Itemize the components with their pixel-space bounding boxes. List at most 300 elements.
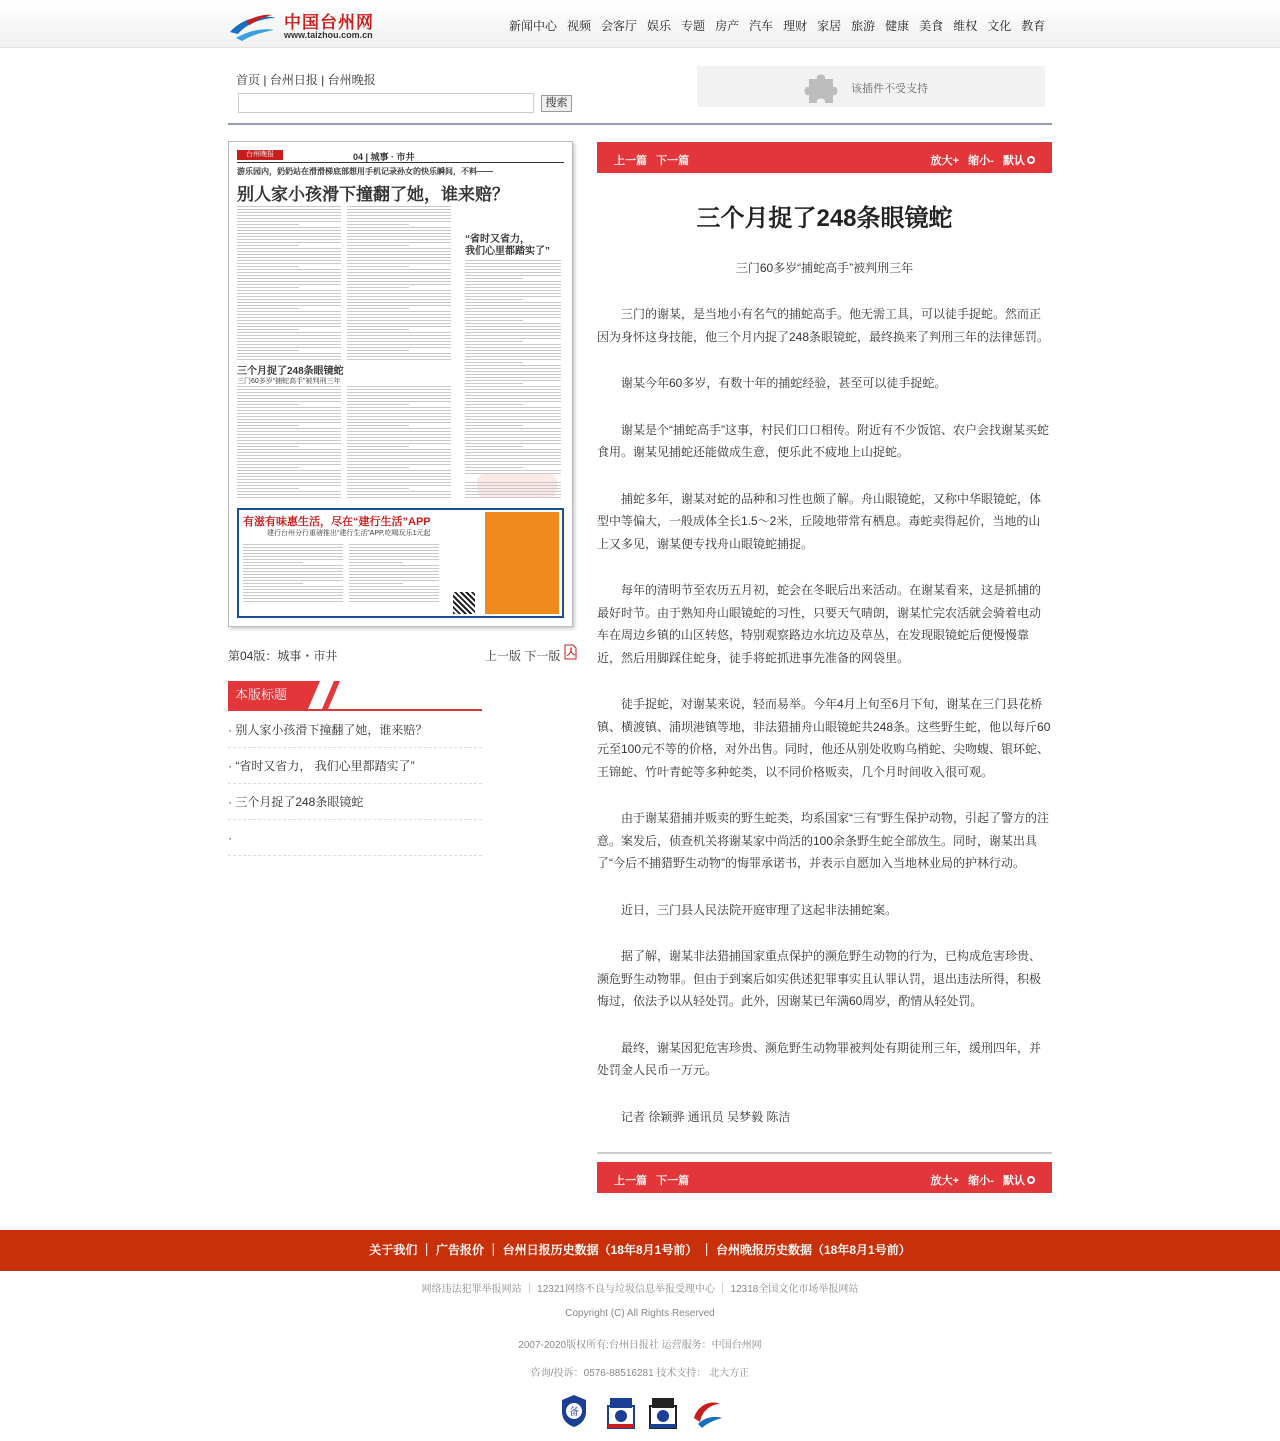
paper-text-line xyxy=(243,547,343,548)
paper-text-line xyxy=(347,440,451,441)
paper-text-line xyxy=(465,470,561,471)
paper-text-line xyxy=(347,494,451,495)
paper-text-line xyxy=(347,398,451,399)
cyber-police-icon[interactable] xyxy=(604,1394,638,1435)
article-body xyxy=(597,303,1052,1152)
paper-text-line xyxy=(237,329,299,330)
paper-text-line xyxy=(465,458,561,459)
paper-text-line xyxy=(347,452,451,453)
list-item[interactable]: · “省时又省力， 我们心里都踏实了” xyxy=(228,748,482,784)
paper-text-line xyxy=(465,389,561,390)
paper-text-line xyxy=(465,491,561,492)
paper-text-line xyxy=(465,371,561,372)
paper-text-line xyxy=(465,365,561,366)
dot-icon xyxy=(1027,156,1035,164)
article-paragraph: 三门的谢某，是当地小有名气的捕蛇高手。他无需工具，可以徒手捉蛇。然而正因为身怀这身技能，他三个月内捉了248条眼镜蛇，最终换来了判刑三年的法律惩罚。 xyxy=(597,307,1050,344)
paper-text-line xyxy=(465,467,523,468)
paper-text-line xyxy=(347,461,451,462)
paper-text-line xyxy=(465,386,561,387)
paper-text-line xyxy=(237,458,341,459)
article-toolbar-top xyxy=(597,142,1052,173)
paper-text-line xyxy=(465,278,523,279)
paper-text-line xyxy=(465,296,561,297)
nav-item[interactable]: 新闻中心 xyxy=(509,19,558,33)
dot-icon xyxy=(1027,1176,1035,1184)
qr-code-icon xyxy=(453,592,475,614)
paper-text-line xyxy=(237,467,299,468)
header-divider xyxy=(228,123,1052,125)
paper-text-line xyxy=(465,347,561,348)
paper-text-line xyxy=(237,431,341,432)
paper-text-line xyxy=(347,311,451,312)
paper-text-line xyxy=(347,476,451,477)
paper-text-line xyxy=(243,601,343,602)
article-paragraph: 据了解，谢某非法猎捕国家重点保护的濒危野生动物的行为，已构成危害珍贵、濒危野生动物罪。但由于到案后如实供述犯罪事实且认罪认罚，退出违法所得，积极悔过，依法予以从轻处罚。此外，因谢某已年满60周岁，酌情从轻处罚。 xyxy=(597,949,1042,1008)
paper-text-line xyxy=(347,278,451,279)
search-button[interactable]: 搜索 xyxy=(541,95,572,112)
paper-text-line xyxy=(349,592,439,593)
paper-text-line xyxy=(347,401,451,402)
paper-text-line xyxy=(465,266,561,267)
paper-text-line xyxy=(237,218,341,219)
paper-text-line xyxy=(243,571,343,572)
nav-item[interactable]: 娱乐 xyxy=(647,19,672,33)
paper-text-line xyxy=(347,218,451,219)
paper-text-line xyxy=(465,362,523,363)
paper-text-line xyxy=(237,239,341,240)
paper-text-line xyxy=(465,398,561,399)
paper-text-line xyxy=(465,392,561,393)
paper-text-line xyxy=(237,434,341,435)
paper-text-line xyxy=(465,311,561,312)
paper-text-line xyxy=(347,299,451,300)
paper-text-line xyxy=(347,407,451,408)
paper-text-line xyxy=(237,260,341,261)
paper-text-line xyxy=(237,464,341,465)
paper-text-line xyxy=(465,383,523,384)
paper-text-line xyxy=(347,242,451,243)
paper-text-line xyxy=(347,257,451,258)
paper-text-line xyxy=(237,470,341,471)
paper-text-line xyxy=(237,422,341,423)
section-stripes xyxy=(308,681,482,709)
paper-text-line xyxy=(237,212,341,213)
paper-text-line xyxy=(237,416,341,417)
paper-text-line xyxy=(237,233,341,234)
section-header xyxy=(228,681,482,711)
paper-text-line xyxy=(465,269,561,270)
paper-text-line xyxy=(347,428,451,429)
paper-text-line xyxy=(237,389,341,390)
paper-text-line xyxy=(465,431,561,432)
prev-article-link[interactable]: 上一篇 xyxy=(614,155,647,167)
paper-text-line xyxy=(347,308,409,309)
paper-text-line xyxy=(347,290,451,291)
paper-text-line xyxy=(465,290,561,291)
paper-text-line xyxy=(237,272,341,273)
nav-item[interactable]: 汽车 xyxy=(749,19,774,33)
paper-text-line xyxy=(237,485,341,486)
paper-text-line xyxy=(349,553,439,554)
paper-intro: 游乐园内，奶奶站在滑滑梯底部想用手机记录孙女的快乐瞬间，不料—— xyxy=(237,167,493,176)
paper-text-line xyxy=(349,544,439,545)
paper-text-line xyxy=(465,404,523,405)
paper-text-line xyxy=(347,230,451,231)
paper-text-line xyxy=(465,368,561,369)
paper-text-line xyxy=(237,323,341,324)
paper-text-line xyxy=(347,287,409,288)
breadcrumb-taizhou-evening[interactable]: 台州晚报 xyxy=(327,73,376,87)
paper-text-line xyxy=(237,269,341,270)
masthead-logo: 台州晚报 xyxy=(237,150,283,160)
paper-text-line xyxy=(237,476,341,477)
paper-text-line xyxy=(243,568,343,569)
paper-text-line xyxy=(237,224,299,225)
paper-headline-1: 别人家小孩滑下撞翻了她，谁来赔？ xyxy=(237,185,509,205)
paper-text-line xyxy=(465,287,561,288)
paper-text-line xyxy=(237,443,341,444)
paper-text-line xyxy=(347,260,451,261)
pdf-icon[interactable] xyxy=(563,644,578,660)
paper-text-line xyxy=(349,583,403,584)
paper-text-line xyxy=(465,482,561,483)
paper-text-line xyxy=(347,455,451,456)
paper-text-line xyxy=(465,308,561,309)
paper-text-line xyxy=(347,419,451,420)
paper-text-line xyxy=(347,443,451,444)
paper-text-line xyxy=(465,293,561,294)
paper-text-line xyxy=(347,305,451,306)
paper-text-line xyxy=(243,562,303,563)
paper-text-line xyxy=(347,338,451,339)
paper-text-line xyxy=(347,416,451,417)
site-logo[interactable] xyxy=(228,8,378,42)
nav-item[interactable]: 教育 xyxy=(1021,19,1046,33)
prev-page-link[interactable]: 上一版 xyxy=(485,649,522,663)
paper-text-line xyxy=(237,359,341,360)
paper-text-line xyxy=(237,437,341,438)
paper-text-line xyxy=(465,377,561,378)
paper-text-line xyxy=(237,302,341,303)
paper-text-line xyxy=(347,296,451,297)
paper-text-line xyxy=(237,407,341,408)
main-nav xyxy=(509,17,1055,34)
logo-swoosh-icon xyxy=(228,10,278,42)
paper-text-line xyxy=(237,395,341,396)
headline-list xyxy=(228,712,482,856)
search-input[interactable] xyxy=(238,93,534,113)
page-label: 第04版：城事・市井 xyxy=(228,649,338,663)
paper-text-line xyxy=(347,395,451,396)
article-paragraph: 最终，谢某因犯危害珍贵、濒危野生动物罪被判处有期徒刑三年，缓刑四年，并处罚金人民币一万元。 xyxy=(597,1040,1042,1077)
article-paragraph: 记者 徐颖骅 通讯员 吴梦毅 陈洁 xyxy=(621,1109,791,1124)
breadcrumb-taizhou-daily[interactable]: 台州日报 xyxy=(269,73,318,87)
zoom-in-button[interactable]: 放大+ xyxy=(930,1175,959,1187)
paper-text-line xyxy=(349,562,403,563)
nav-item[interactable]: 房产 xyxy=(715,19,740,33)
paper-text-line xyxy=(465,332,561,333)
paper-text-line xyxy=(465,317,561,318)
paper-text-line xyxy=(237,230,341,231)
paper-text-line xyxy=(465,326,561,327)
paper-text-line xyxy=(237,404,299,405)
paper-text-line xyxy=(243,598,343,599)
paper-text-line xyxy=(237,401,341,402)
paper-text-line xyxy=(347,347,451,348)
paper-text-line xyxy=(347,275,451,276)
paper-text-line xyxy=(237,308,299,309)
next-article-link[interactable]: 下一篇 xyxy=(656,155,690,167)
paper-text-line xyxy=(347,404,409,405)
paper-text-line xyxy=(237,320,341,321)
paper-text-line xyxy=(347,293,451,294)
paper-text-line xyxy=(237,479,341,480)
paper-text-line xyxy=(465,473,561,474)
paper-text-line xyxy=(347,434,451,435)
list-item[interactable]: · 三个月捉了248条眼镜蛇 xyxy=(228,784,482,820)
paper-text-line xyxy=(237,446,299,447)
paper-text-line xyxy=(243,577,343,578)
paper-text-line xyxy=(347,251,451,252)
paper-text-line xyxy=(349,580,439,581)
paper-text-line xyxy=(237,236,341,237)
top-header xyxy=(0,0,1280,48)
article-toolbar-bottom xyxy=(597,1162,1052,1193)
paper-text-line xyxy=(237,287,299,288)
paper-text-line xyxy=(349,556,439,557)
paper-text-line xyxy=(237,284,341,285)
footer-report-links[interactable]: 网络违法犯罪举报网站 ｜ 12321网络不良与垃圾信息举报受理中心 ｜ 12318全国文化市场举报网站 xyxy=(421,1284,859,1295)
paper-text-line xyxy=(465,323,561,324)
paper-text-line xyxy=(237,209,341,210)
paper-text-line xyxy=(347,221,451,222)
police-badge-icon[interactable] xyxy=(560,1394,588,1433)
paper-text-line xyxy=(237,266,299,267)
paper-text-line xyxy=(243,580,343,581)
paper-text-line xyxy=(347,329,409,330)
article-paragraph: 徒手捉蛇，对谢某来说，轻而易举。今年4月上旬至6月下旬，谢某在三门县花桥镇、横渡镇、浦坝港镇等地，非法猎捕舟山眼镜蛇共248条。这些野生蛇，他以每斤60元至100元不等的价格，对外出售。同时，他还从别处收购乌梢蛇、尖吻蝮、银环蛇、王锦蛇、竹叶青蛇等多种蛇类，以不同价格贩卖，几个月时间收入很可观。 xyxy=(597,697,1051,779)
paper-text-line xyxy=(237,497,341,498)
nav-item[interactable]: 视频 xyxy=(567,19,592,33)
nav-item[interactable]: 理财 xyxy=(783,19,808,33)
paper-text-line xyxy=(347,332,451,333)
paper-text-line xyxy=(465,464,561,465)
paper-text-line xyxy=(347,245,409,246)
article-paragraph: 每年的清明节至农历五月初，蛇会在冬眠后出来活动。在谢某看来，这是抓捕的最好时节。由于熟知舟山眼镜蛇的习性，只要天气晴朗，谢某忙完农活就会骑着电动车在周边乡镇的山区转悠，特别观察路边水坑边及草丛，在发现眼镜蛇后便慢慢靠近，然后用脚踩住蛇身，徒手将蛇抓进事先准备的网袋里。 xyxy=(597,583,1042,665)
paper-text-line xyxy=(347,353,451,354)
list-item[interactable]: · 别人家小孩滑下撞翻了她，谁来赔？ xyxy=(228,712,482,748)
logo-url: www.taizhou.com.cn xyxy=(284,30,373,40)
paper-text-line xyxy=(465,446,523,447)
paper-text-line xyxy=(347,470,451,471)
nav-item[interactable]: 文化 xyxy=(987,19,1012,33)
paper-ad-title: 有滋有味惠生活，尽在“建行生活”APP xyxy=(243,516,431,528)
section-title: 本版标题 xyxy=(228,681,308,709)
paper-text-line xyxy=(237,494,341,495)
paper-text-line xyxy=(237,332,341,333)
nav-item[interactable]: 家居 xyxy=(817,19,842,33)
paper-headline-2b: 我们心里都踏实了” xyxy=(465,246,550,257)
paper-text-line xyxy=(349,598,439,599)
paper-text-line xyxy=(347,272,451,273)
prev-article-link[interactable]: 上一篇 xyxy=(614,1175,647,1187)
paper-text-line xyxy=(237,356,341,357)
paper-text-line xyxy=(465,263,561,264)
breadcrumb: 首页 | 台州日报 | 台州晚报 xyxy=(236,73,376,87)
paper-text-line xyxy=(243,565,343,566)
paper-text-line xyxy=(465,401,561,402)
paper-text-line xyxy=(465,338,561,339)
paper-text-line xyxy=(465,488,561,489)
footer-copyright: Copyright (C) All Rights Reserved xyxy=(565,1308,715,1319)
paper-text-line xyxy=(465,437,561,438)
paper-text-line xyxy=(237,215,341,216)
paper-text-line xyxy=(347,413,451,414)
paper-text-line xyxy=(465,356,561,357)
paper-text-line xyxy=(347,335,451,336)
paper-text-line xyxy=(347,341,451,342)
paper-text-line xyxy=(237,206,341,207)
paper-text-line xyxy=(465,416,561,417)
paper-text-line xyxy=(347,239,451,240)
footer-links[interactable]: 关于我们 ｜ 广告报价 ｜ 台州日报历史数据（18年8月1号前） ｜ 台州晚报历史数据（18年8月1号前） xyxy=(0,1230,1280,1271)
breadcrumb-home[interactable]: 首页 xyxy=(236,73,261,87)
page-nav xyxy=(485,647,560,664)
logo-title: 中国台州网 xyxy=(284,13,374,32)
zoom-out-button[interactable]: 缩小- xyxy=(968,155,994,167)
paper-text-line xyxy=(347,491,451,492)
paper-text-line xyxy=(237,491,341,492)
paper-text-line xyxy=(237,455,341,456)
paper-page-header: 04 | 城事 · 市井 xyxy=(353,152,415,162)
paper-text-line xyxy=(347,227,451,228)
paper-text-line xyxy=(347,212,451,213)
paper-text-line xyxy=(347,236,451,237)
paper-text-line xyxy=(349,574,439,575)
paper-text-line xyxy=(349,601,439,602)
paper-text-line xyxy=(347,215,451,216)
paper-text-line xyxy=(237,425,299,426)
list-item[interactable]: · xyxy=(228,820,482,856)
paper-text-line xyxy=(347,479,451,480)
paper-text-line xyxy=(465,299,523,300)
puzzle-icon xyxy=(803,69,841,105)
paper-text-line xyxy=(237,296,341,297)
paper-text-line xyxy=(243,550,343,551)
next-page-link[interactable]: 下一版 xyxy=(524,649,561,663)
default-size-button[interactable]: 默认 xyxy=(1003,155,1025,167)
nav-item[interactable]: 健康 xyxy=(885,19,910,33)
paper-text-line xyxy=(347,446,409,447)
plugin-placeholder xyxy=(697,66,1045,107)
paper-text-line xyxy=(349,559,439,560)
paper-text-line xyxy=(465,455,561,456)
nav-item[interactable]: 美食 xyxy=(919,19,944,33)
paper-text-line xyxy=(465,425,523,426)
newspaper-page-thumbnail[interactable] xyxy=(228,141,573,627)
nav-item[interactable]: 专题 xyxy=(681,19,706,33)
paper-text-line xyxy=(349,571,439,572)
paper-text-line xyxy=(347,314,451,315)
paper-text-line xyxy=(237,398,341,399)
paper-text-line xyxy=(237,251,341,252)
paper-text-line xyxy=(243,589,343,590)
paper-text-line xyxy=(237,488,299,489)
footer-contact: 咨询/投诉：0576-88516281 技术支持： 北大方正 xyxy=(530,1368,750,1379)
paper-text-line xyxy=(243,556,343,557)
paper-text-line xyxy=(347,269,451,270)
paper-text-line xyxy=(237,290,341,291)
paper-text-line xyxy=(349,589,439,590)
paper-text-line xyxy=(465,275,561,276)
paper-text-line xyxy=(237,221,341,222)
paper-text-line xyxy=(347,410,451,411)
paper-text-line xyxy=(347,386,451,387)
paper-text-line xyxy=(347,302,451,303)
paper-text-line xyxy=(347,482,451,483)
article-paragraph: 谢某是个“捕蛇高手”这事，村民们口口相传。附近有不少饭馆、农户会找谢某买蛇食用。谢某见捕蛇还能做成生意，便乐此不疲地上山捉蛇。 xyxy=(597,422,1049,459)
paper-text-line xyxy=(347,422,451,423)
paper-text-line xyxy=(465,260,561,261)
paper-text-line xyxy=(465,443,561,444)
article-title: 三个月捉了248条眼镜蛇 xyxy=(696,205,953,232)
default-size-button[interactable]: 默认 xyxy=(1003,1175,1025,1187)
paper-text-line xyxy=(465,314,561,315)
civilization-icon[interactable] xyxy=(688,1394,724,1435)
paper-text-line xyxy=(237,314,341,315)
police-station-icon[interactable] xyxy=(646,1394,680,1435)
zoom-in-button[interactable]: 放大+ xyxy=(930,155,959,167)
paper-text-line xyxy=(465,485,561,486)
paper-text-line xyxy=(237,410,341,411)
police-badge-text: 备 xyxy=(569,1407,579,1418)
paper-text-line xyxy=(465,413,561,414)
paper-text-line xyxy=(465,461,561,462)
paper-text-line xyxy=(349,568,439,569)
paper-text-line xyxy=(237,254,341,255)
zoom-out-button[interactable]: 缩小- xyxy=(968,1175,994,1187)
paper-text-line xyxy=(465,341,523,342)
paper-text-line xyxy=(237,347,341,348)
plugin-notice: 该插件不受支持 xyxy=(851,83,928,95)
paper-text-line xyxy=(465,284,561,285)
paper-text-line xyxy=(465,494,561,495)
paper-text-line xyxy=(237,275,341,276)
paper-text-line xyxy=(243,544,343,545)
paper-headline-2 xyxy=(465,234,550,258)
paper-text-line xyxy=(237,419,341,420)
paper-text-line xyxy=(237,335,341,336)
paper-text-line xyxy=(465,497,561,498)
paper-text-line xyxy=(243,553,343,554)
paper-text-line xyxy=(347,326,451,327)
paper-text-line xyxy=(347,209,451,210)
next-article-link[interactable]: 下一篇 xyxy=(656,1175,690,1187)
paper-ad-sub: 建行台州分行重磅推出“建行生活”APP,吃喝玩乐1元起 xyxy=(267,530,431,537)
paper-text-line xyxy=(237,452,341,453)
paper-text-line xyxy=(465,434,561,435)
paper-text-line xyxy=(347,356,451,357)
paper-page-no: 04 xyxy=(353,152,364,162)
nav-item[interactable]: 会客厅 xyxy=(601,19,638,33)
nav-item[interactable]: 维权 xyxy=(953,19,978,33)
paper-text-line xyxy=(237,338,341,339)
article-paragraph: 捕蛇多年，谢某对蛇的品种和习性也颇了解。舟山眼镜蛇，又称中华眼镜蛇，体型中等偏大，一般成体全长1.5～2米，丘陵地带常有栖息。毒蛇卖得起价，当地的山上又多见，谢某便专找舟山眼镜蛇捕捉。 xyxy=(597,491,1042,551)
paper-text-line xyxy=(347,464,451,465)
paper-text-line xyxy=(347,323,451,324)
nav-item[interactable]: 旅游 xyxy=(851,19,876,33)
paper-text-line xyxy=(237,227,341,228)
